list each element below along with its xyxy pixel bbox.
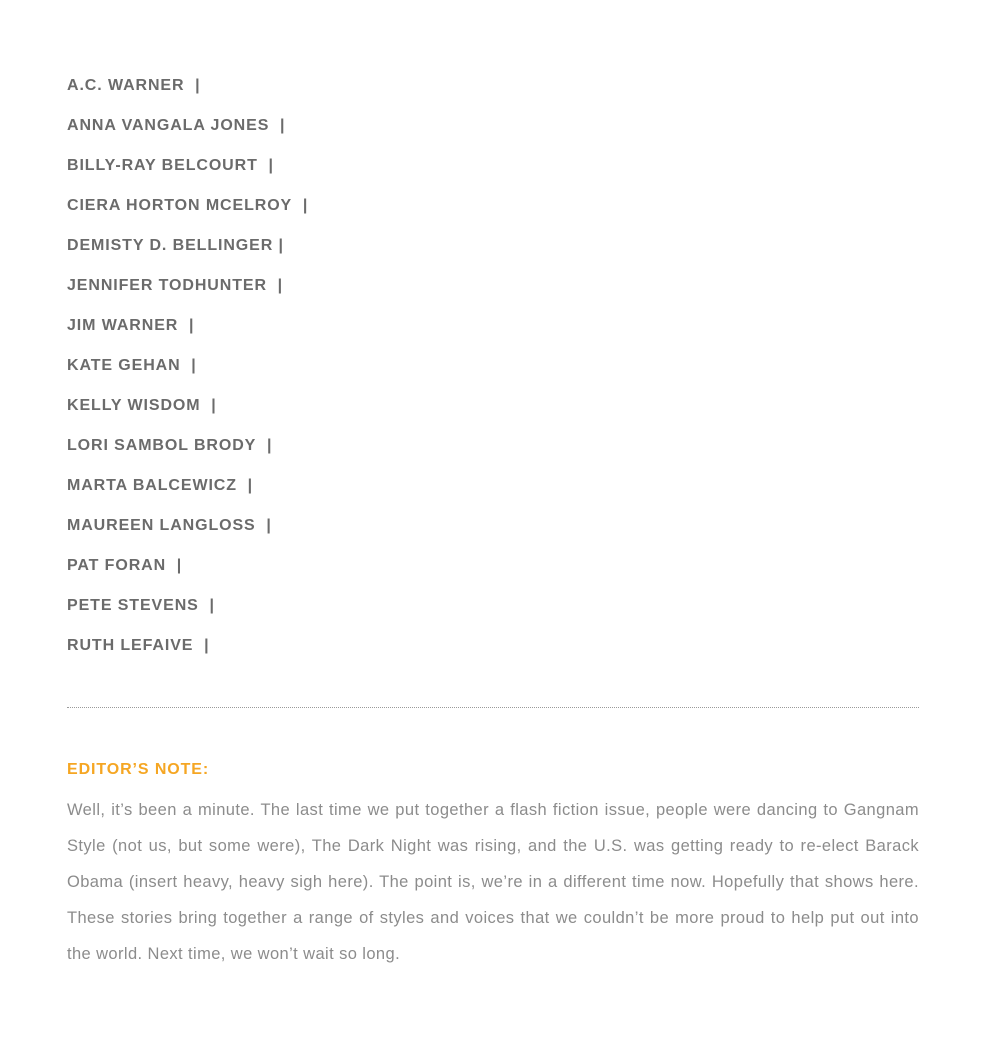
- author-name[interactable]: A.C. WARNER: [67, 77, 185, 94]
- author-separator: |: [209, 597, 215, 614]
- author-list: [67, 66, 308, 666]
- author-link-billy-ray-belcourt[interactable]: [67, 146, 308, 186]
- author-separator: |: [266, 437, 273, 454]
- author-separator: |: [280, 117, 286, 134]
- author-name[interactable]: BILLY-RAY BELCOURT: [67, 157, 258, 174]
- author-name[interactable]: MAUREEN LANGLOSS: [67, 517, 256, 534]
- author-link-jennifer-todhunter[interactable]: [67, 266, 308, 306]
- author-link-jim-warner[interactable]: [67, 306, 308, 346]
- author-link-demisty-d-bellinger[interactable]: [67, 226, 308, 266]
- author-separator: |: [176, 557, 183, 574]
- author-link-maureen-langloss[interactable]: [67, 506, 308, 546]
- author-link-pat-foran[interactable]: [67, 546, 308, 586]
- author-link-pete-stevens[interactable]: [67, 586, 308, 626]
- section-divider: [67, 707, 919, 708]
- author-name[interactable]: CIERA HORTON MCELROY: [67, 197, 293, 214]
- author-link-kate-gehan[interactable]: [67, 346, 308, 386]
- author-link-lori-sambol-brody[interactable]: [67, 426, 308, 466]
- author-separator: |: [195, 77, 201, 94]
- author-separator: |: [302, 197, 309, 214]
- author-link-ciera-horton-mcelroy[interactable]: [67, 186, 308, 226]
- author-link-ac-warner[interactable]: [67, 66, 308, 106]
- author-link-ruth-lefaive[interactable]: [67, 626, 308, 666]
- author-separator: |: [211, 397, 217, 414]
- author-separator: |: [188, 317, 195, 334]
- author-link-marta-balcewicz[interactable]: [67, 466, 308, 506]
- author-name[interactable]: LORI SAMBOL BRODY: [67, 437, 257, 454]
- author-name[interactable]: DEMISTY D. BELLINGER: [67, 237, 274, 254]
- author-separator: |: [277, 277, 284, 294]
- author-name[interactable]: MARTA BALCEWICZ: [67, 477, 237, 494]
- author-link-anna-vangala-jones[interactable]: [67, 106, 308, 146]
- author-name[interactable]: RUTH LEFAIVE: [67, 637, 194, 654]
- editors-note-heading: EDITOR’S NOTE:: [67, 761, 210, 778]
- author-separator: |: [204, 637, 210, 654]
- author-separator: |: [268, 157, 274, 174]
- author-name[interactable]: JIM WARNER: [67, 317, 179, 334]
- author-name[interactable]: PETE STEVENS: [67, 597, 199, 614]
- author-link-kelly-wisdom[interactable]: [67, 386, 308, 426]
- editors-note-body: Well, it’s been a minute. The last time we put together a flash fiction issue, people were dancing to Gangnam Style (not us, but some were), The Dark Night was rising, and the U.S. was getting ready to re-elect Barack Obama (insert heavy, heavy sigh here). The point is, we’re in a different time now. Hopefully that shows here. These stories bring together a range of styles and voices that we couldn’t be more proud to help put out into the world. Next time, we won’t wait so long.: [67, 801, 919, 963]
- author-separator: |: [247, 477, 254, 494]
- author-separator: |: [278, 237, 284, 254]
- author-name[interactable]: ANNA VANGALA JONES: [67, 117, 270, 134]
- author-separator: |: [266, 517, 272, 534]
- author-name[interactable]: PAT FORAN: [67, 557, 167, 574]
- author-name[interactable]: KATE GEHAN: [67, 357, 181, 374]
- author-name[interactable]: KELLY WISDOM: [67, 397, 201, 414]
- author-separator: |: [191, 357, 197, 374]
- author-name[interactable]: JENNIFER TODHUNTER: [67, 277, 267, 294]
